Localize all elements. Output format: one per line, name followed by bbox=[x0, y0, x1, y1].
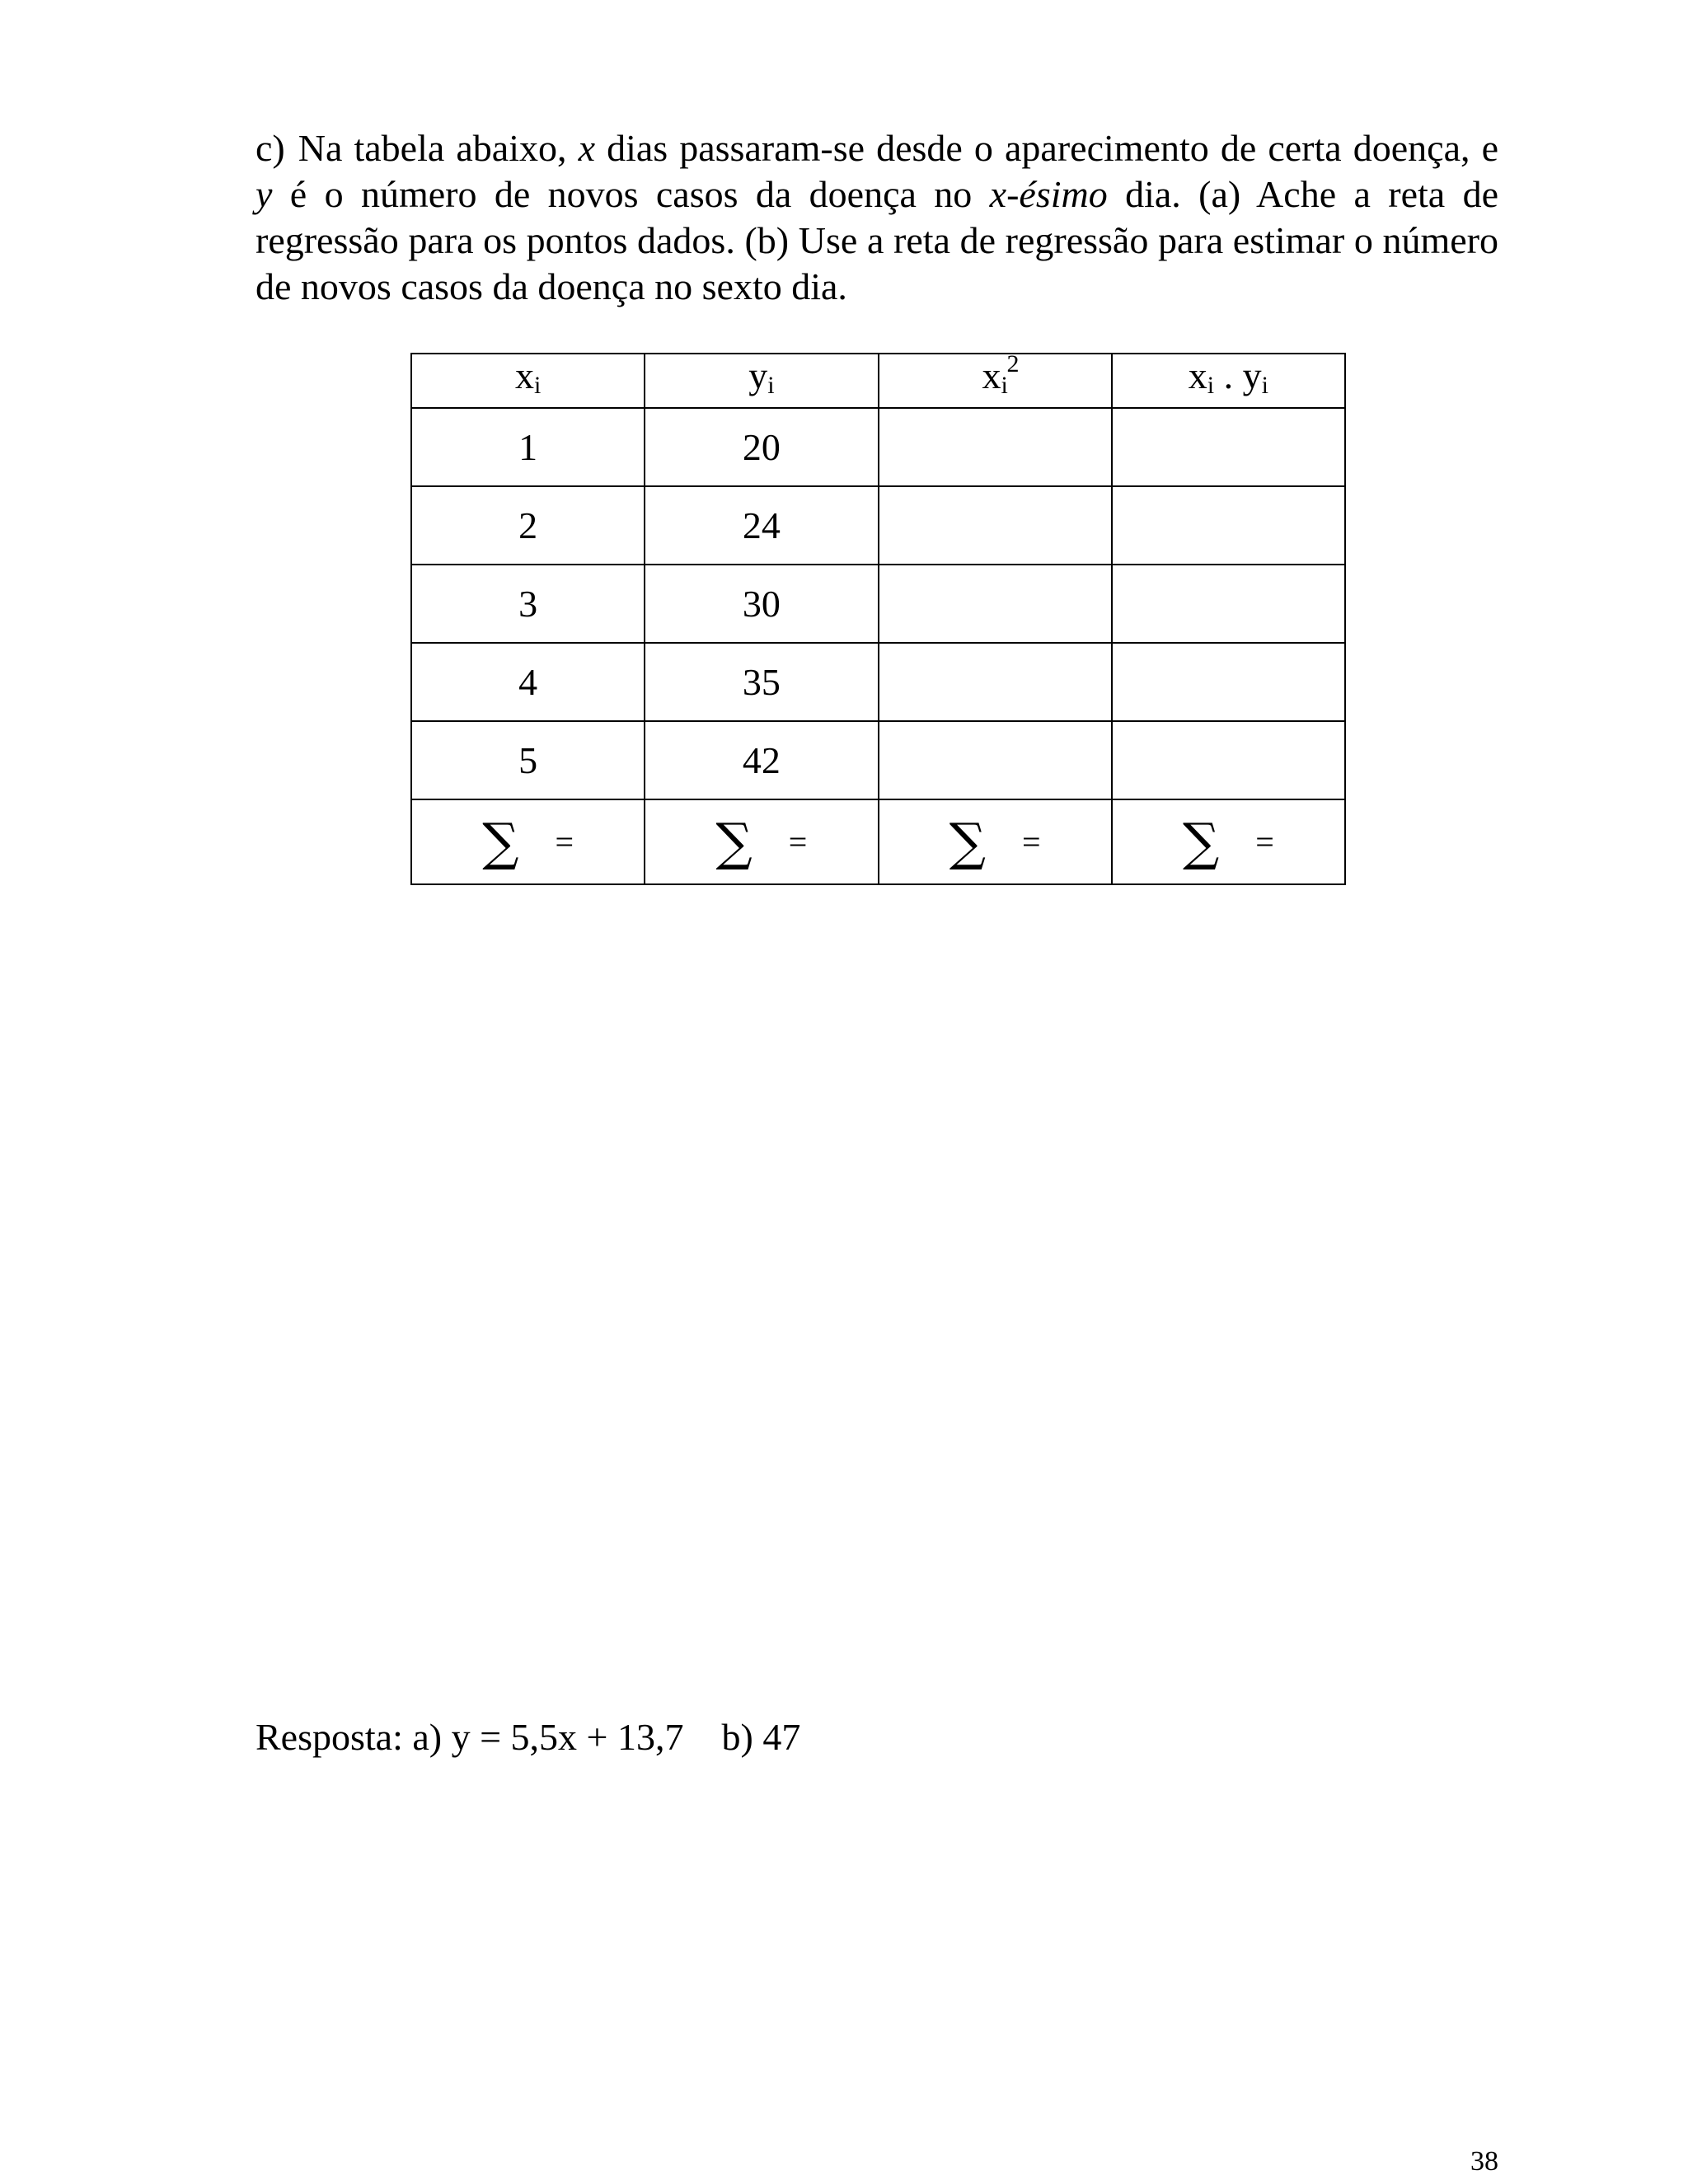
cell-xy bbox=[1112, 408, 1345, 486]
cell-xy bbox=[1112, 643, 1345, 721]
cell-x: 2 bbox=[411, 486, 645, 565]
header-xi2-base: x bbox=[982, 354, 1001, 396]
variable-y: y bbox=[256, 173, 273, 215]
sum-equals: = bbox=[788, 823, 808, 860]
sigma-symbol: ∑ bbox=[949, 812, 986, 872]
answer-text: Resposta: a) y = 5,5x + 13,7 b) 47 bbox=[256, 1716, 801, 1758]
sum-equals: = bbox=[1021, 823, 1041, 860]
sum-cell-x-squared bbox=[879, 799, 1112, 884]
header-xiyi-dot: . bbox=[1214, 354, 1243, 396]
header-xi-base: x bbox=[514, 354, 534, 396]
header-xi-yi bbox=[1112, 354, 1345, 408]
header-xi2-sub: i bbox=[1001, 372, 1008, 399]
cell-y: 30 bbox=[645, 565, 878, 643]
cell-x-squared bbox=[879, 408, 1112, 486]
x-esimo-term: x-ésimo bbox=[989, 173, 1108, 215]
header-yi-base: y bbox=[748, 354, 768, 396]
cell-x: 5 bbox=[411, 721, 645, 799]
header-xi bbox=[411, 354, 645, 408]
cell-y: 24 bbox=[645, 486, 878, 565]
header-xi-sub: i bbox=[533, 372, 542, 399]
cell-x: 1 bbox=[411, 408, 645, 486]
problem-text-1: Na tabela abaixo, bbox=[298, 127, 579, 169]
header-xiyi-x: x bbox=[1188, 354, 1207, 396]
table-row bbox=[411, 643, 1345, 721]
cell-xy bbox=[1112, 486, 1345, 565]
problem-text-3: é o número de novos casos da doença no bbox=[272, 173, 990, 215]
problem-statement bbox=[256, 125, 1498, 310]
table-header-row bbox=[411, 354, 1345, 408]
sum-equals: = bbox=[555, 823, 574, 860]
cell-xy bbox=[1112, 721, 1345, 799]
cell-x-squared bbox=[879, 643, 1112, 721]
header-xi-squared bbox=[879, 350, 1112, 408]
problem-text-4: dia. (a) Ache a reta de regressão para os pontos dados. (b) Use a reta de regressão para estimar o número de novos casos da doença no sexto dia. bbox=[256, 173, 1498, 307]
sigma-symbol: ∑ bbox=[482, 812, 519, 872]
cell-y: 35 bbox=[645, 643, 878, 721]
sigma-symbol: ∑ bbox=[1182, 812, 1220, 872]
sum-cell-x bbox=[411, 799, 645, 884]
problem-text-2: dias passaram-se desde o aparecimento de certa doença, e bbox=[594, 127, 1499, 169]
header-xi-squared-wrap bbox=[982, 350, 1020, 407]
regression-table bbox=[410, 350, 1346, 885]
sum-cell-y bbox=[645, 799, 878, 884]
table-row bbox=[411, 486, 1345, 565]
cell-x: 3 bbox=[411, 565, 645, 643]
cell-x-squared bbox=[879, 565, 1112, 643]
table-row bbox=[411, 408, 1345, 486]
cell-x-squared bbox=[879, 486, 1112, 565]
cell-x-squared bbox=[879, 721, 1112, 799]
sum-row bbox=[411, 799, 1345, 884]
sum-cell-xy bbox=[1112, 799, 1345, 884]
header-xiyi-y-sub: i bbox=[1261, 372, 1268, 399]
sigma-symbol: ∑ bbox=[715, 812, 753, 872]
problem-label: c) bbox=[256, 127, 285, 169]
header-yi-sub: i bbox=[767, 372, 775, 399]
cell-y: 42 bbox=[645, 721, 878, 799]
header-xiyi-x-sub: i bbox=[1207, 372, 1215, 399]
table-row bbox=[411, 721, 1345, 799]
header-yi bbox=[645, 354, 878, 408]
cell-xy bbox=[1112, 565, 1345, 643]
page-number: 38 bbox=[1470, 2146, 1498, 2177]
cell-y: 20 bbox=[645, 408, 878, 486]
sum-equals: = bbox=[1255, 823, 1274, 860]
variable-x: x bbox=[578, 127, 595, 169]
cell-x: 4 bbox=[411, 643, 645, 721]
header-xi2-sup: 2 bbox=[1006, 350, 1020, 377]
header-xiyi-y: y bbox=[1242, 354, 1262, 396]
table-row bbox=[411, 565, 1345, 643]
